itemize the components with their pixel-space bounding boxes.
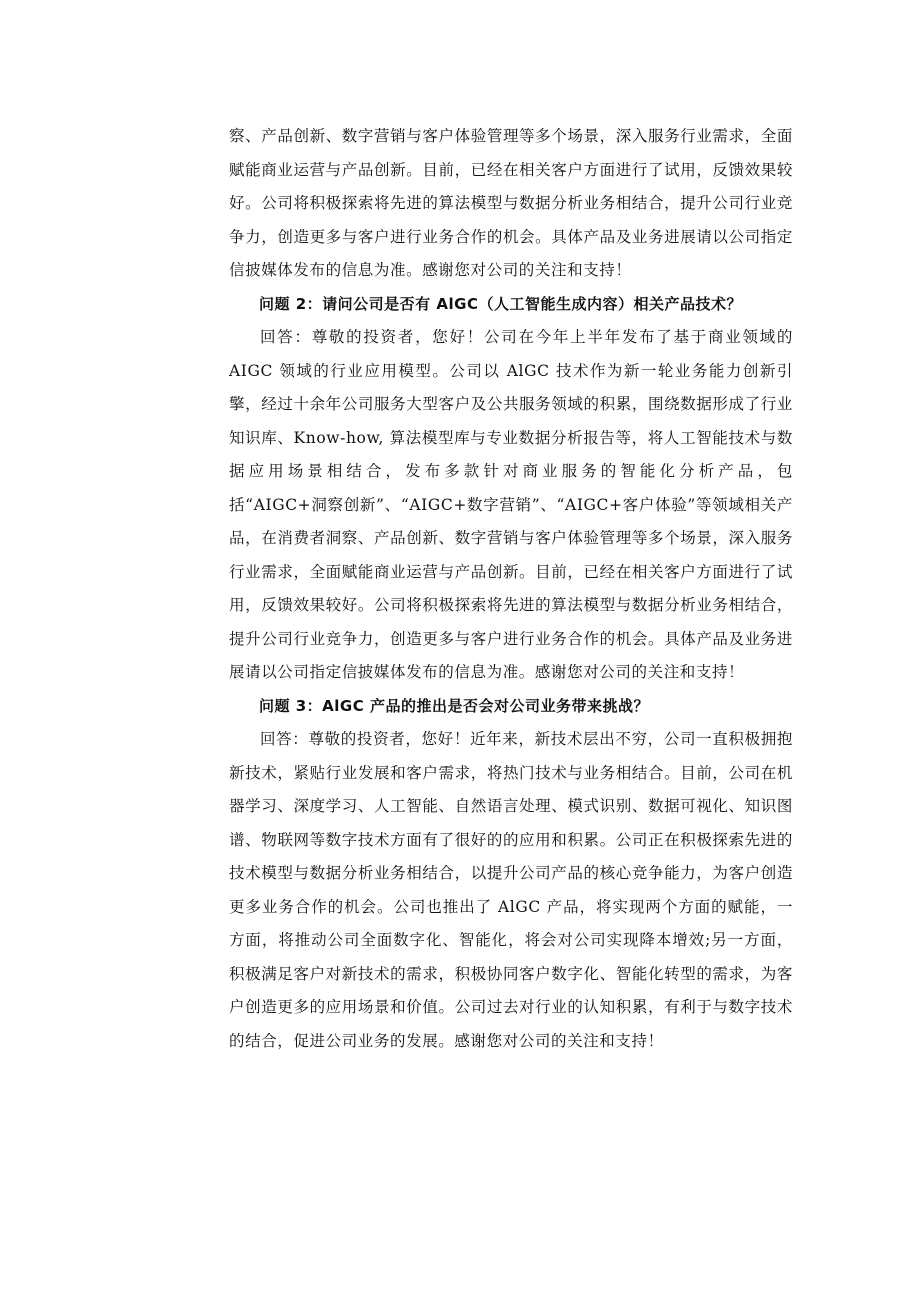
document-body — [229, 120, 793, 1058]
answer-2-paragraph: 回答：尊敬的投资者，您好！公司在今年上半年发布了基于商业领域的 AIGC 领域的行业应用模型。公司以 AlGC 技术作为新一轮业务能力创新引擎，经过十余年公司服务大型客户及公共服务领域的积累，围绕数据形成了行业知识库、Know-how, 算法模型库与专业数据分析报告等，将人工智能技术与数据应用场景相结合，发布多款针对商业服务的智能化分析产品，包括“AIGC+洞察创新”、“AIGC+数字营销”、“AIGC+客户体验”等领域相关产品，在消费者洞察、产品创新、数字营销与客户体验管理等多个场景，深入服务行业需求，全面赋能商业运营与产品创新。目前，已经在相关客户方面进行了试用，反馈效果较好。公司将积极探索将先进的算法模型与数据分析业务相结合，提升公司行业竞争力，创造更多与客户进行业务合作的机会。具体产品及业务进展请以公司指定信披媒体发布的信息为准。感谢您对公司的关注和支持！ — [229, 328, 793, 681]
answer-3-paragraph: 回答：尊敬的投资者，您好！近年来，新技术层出不穷，公司一直积极拥抱新技术，紧贴行业发展和客户需求，将热门技术与业务相结合。目前，公司在机器学习、深度学习、人工智能、自然语言处理、模式识别、数据可视化、知识图谱、物联网等数字技术方面有了很好的的应用和积累。公司正在积极探索先进的技术模型与数据分析业务相结合，以提升公司产品的核心竞争能力，为客户创造更多业务合作的机会。公司也推出了 AlGC 产品，将实现两个方面的赋能，一方面，将推动公司全面数字化、智能化，将会对公司实现降本增效;另一方面，积极满足客户对新技术的需求，积极协同客户数字化、智能化转型的需求，为客户创造更多的应用场景和价值。公司过去对行业的认知积累，有利于与数字技术的结合，促进公司业务的发展。感谢您对公司的关注和支持！ — [229, 730, 793, 1050]
question-3-heading: 问题 3：AlGC 产品的推出是否会对公司业务带来挑战？ — [259, 696, 649, 715]
paragraph-continuation: 察、产品创新、数字营销与客户体验管理等多个场景，深入服务行业需求，全面赋能商业运营与产品创新。目前，已经在相关客户方面进行了试用，反馈效果较好。公司将积极探索将先进的算法模型与数据分析业务相结合，提升公司行业竞争力，创造更多与客户进行业务合作的机会。具体产品及业务进展请以公司指定信披媒体发布的信息为准。感谢您对公司的关注和支持！ — [229, 127, 793, 279]
question-2-heading: 问题 2：请问公司是否有 AlGC（人工智能生成内容）相关产品技术？ — [259, 294, 742, 313]
